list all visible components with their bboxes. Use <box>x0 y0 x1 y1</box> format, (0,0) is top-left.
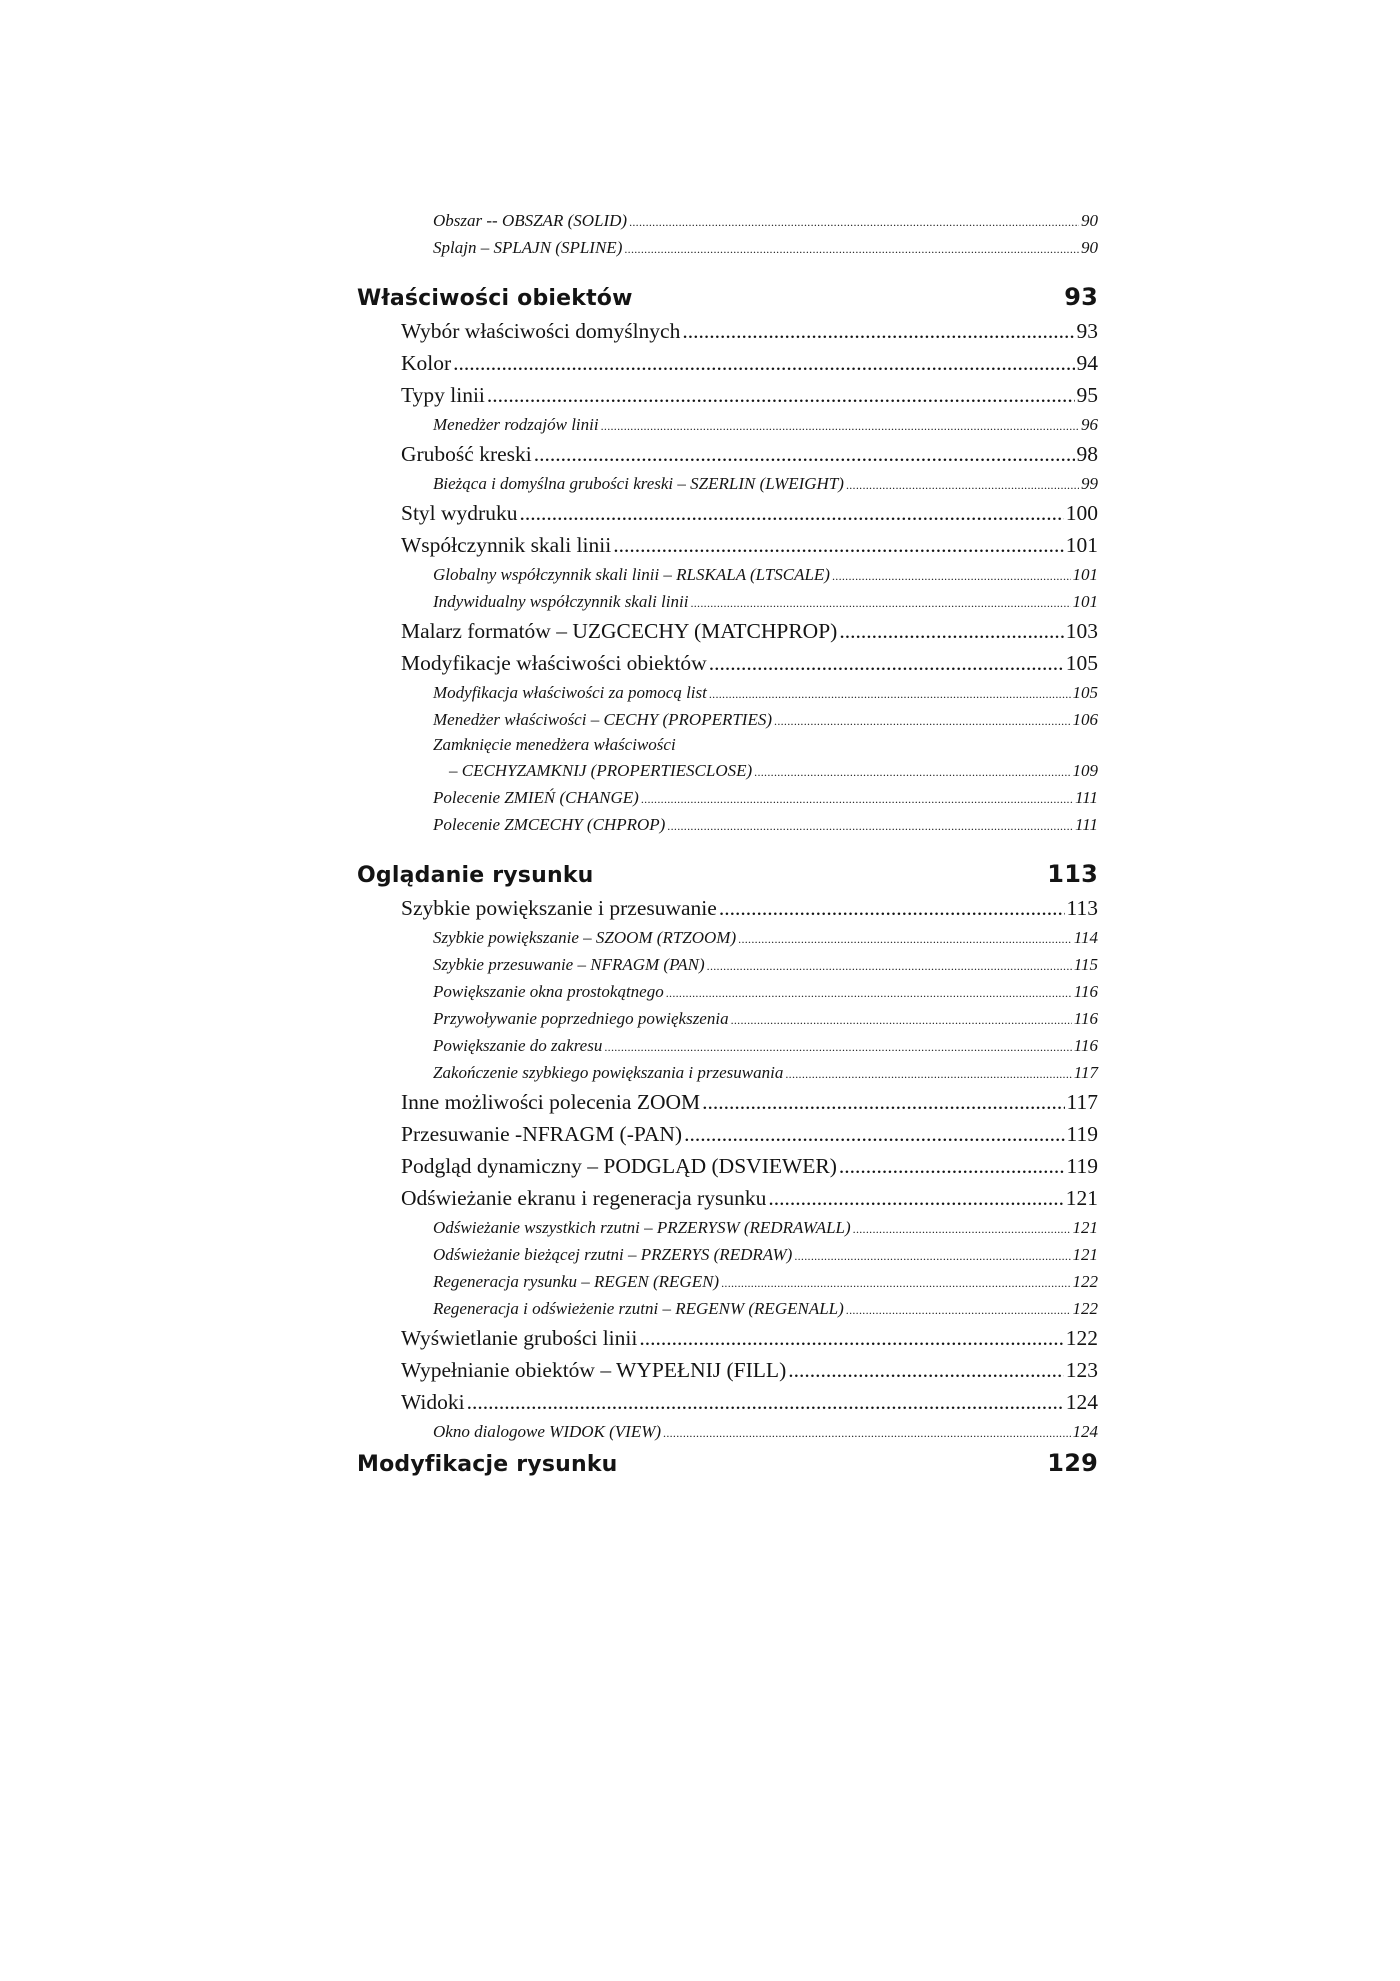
toc-entry <box>357 1150 1098 1182</box>
dot-leader <box>682 315 1074 347</box>
entry-page: 109 <box>1072 761 1098 780</box>
toc-entry <box>357 1295 1098 1322</box>
toc-entry <box>357 470 1098 497</box>
entry-page: 100 <box>1065 501 1098 525</box>
entry-page: 98 <box>1076 442 1098 466</box>
dot-leader <box>639 1322 1063 1354</box>
dot-leader <box>738 924 1072 953</box>
chapter-title: Właściwości obiektów <box>357 286 633 311</box>
entry-title: Zakończenie szybkiego powiększania i przesuwania <box>433 1063 784 1082</box>
dot-leader <box>467 1386 1064 1418</box>
entry-page: 116 <box>1073 982 1098 1001</box>
chapter-page: 129 <box>1047 1449 1098 1477</box>
entry-page: 121 <box>1072 1218 1098 1237</box>
entry-page: 122 <box>1072 1299 1098 1318</box>
entry-page: 119 <box>1066 1154 1098 1178</box>
entry-title: Styl wydruku <box>401 501 518 525</box>
toc-entry <box>357 892 1098 924</box>
chapter-heading <box>357 279 1098 315</box>
dot-leader <box>519 497 1063 529</box>
dot-leader <box>487 379 1075 411</box>
dot-leader <box>629 207 1079 236</box>
entry-title: Regeneracja rysunku – REGEN (REGEN) <box>433 1272 720 1291</box>
entry-page: 111 <box>1075 815 1098 834</box>
table-of-contents <box>357 207 1098 1481</box>
entry-title: Odświeżanie bieżącej rzutni – PRZERYS (REDRAW) <box>433 1245 793 1264</box>
chapter-heading <box>357 856 1098 892</box>
entry-title: Regeneracja i odświeżenie rzutni – REGENW (REGENALL) <box>433 1299 844 1318</box>
entry-title: Polecenie ZMCECHY (CHPROP) <box>433 815 666 834</box>
entry-page: 103 <box>1065 619 1098 643</box>
toc-entry <box>357 411 1098 438</box>
toc-entry <box>357 1354 1098 1386</box>
entry-title: Szybkie przesuwanie – NFRAGM (PAN) <box>433 955 705 974</box>
toc-entry <box>357 647 1098 679</box>
entry-title: Przesuwanie -NFRAGM (-PAN) <box>401 1122 683 1146</box>
dot-leader <box>731 1005 1072 1034</box>
entry-title: Kolor <box>401 351 452 375</box>
entry-title: Współczynnik skali linii <box>401 533 612 557</box>
toc-entry <box>357 1322 1098 1354</box>
entry-page: 116 <box>1073 1009 1098 1028</box>
entry-page: 122 <box>1065 1326 1098 1350</box>
entry-page: 116 <box>1073 1036 1098 1055</box>
entry-title: Odświeżanie wszystkich rzutni – PRZERYSW (REDRAWALL) <box>433 1218 851 1237</box>
entry-title: Bieżąca i domyślna grubości kreski – SZERLIN (LWEIGHT) <box>433 474 844 493</box>
toc-entry <box>357 951 1098 978</box>
dot-leader <box>709 647 1064 679</box>
entry-title: – CECHYZAMKNIJ (PROPERTIESCLOSE) <box>449 761 753 780</box>
dot-leader <box>534 438 1075 470</box>
entry-page: 124 <box>1072 1422 1098 1441</box>
entry-title: Wyświetlanie grubości linii <box>401 1326 638 1350</box>
dot-leader <box>853 1214 1071 1243</box>
entry-page: 106 <box>1072 710 1098 729</box>
entry-title: Wybór właściwości domyślnych <box>401 319 681 343</box>
entry-page: 117 <box>1066 1090 1098 1114</box>
entry-page: 121 <box>1072 1245 1098 1264</box>
dot-leader <box>839 615 1063 647</box>
entry-title: Powiększanie do zakresu <box>433 1036 603 1055</box>
toc-entry <box>357 379 1098 411</box>
entry-page: 90 <box>1081 238 1098 257</box>
dot-leader <box>768 1182 1063 1214</box>
toc-entry-first-line <box>357 733 1098 757</box>
toc-entry <box>357 1118 1098 1150</box>
entry-title: Inne możliwości polecenia ZOOM <box>401 1090 701 1114</box>
toc-entry <box>357 561 1098 588</box>
dot-leader <box>846 1295 1071 1324</box>
toc-entry <box>357 1032 1098 1059</box>
entry-title: Modyfikacje właściwości obiektów <box>401 651 707 675</box>
dot-leader <box>846 470 1079 499</box>
toc-entry <box>357 978 1098 1005</box>
entry-page: 124 <box>1065 1390 1098 1414</box>
entry-page: 101 <box>1065 533 1098 557</box>
entry-page: 99 <box>1081 474 1098 493</box>
dot-leader <box>641 784 1073 813</box>
dot-leader <box>709 679 1071 708</box>
entry-title: Polecenie ZMIEŃ (CHANGE) <box>433 788 639 807</box>
toc-entry <box>357 1005 1098 1032</box>
dot-leader <box>663 1418 1070 1447</box>
dot-leader <box>453 347 1074 379</box>
toc-entry <box>357 438 1098 470</box>
toc-entry <box>357 1182 1098 1214</box>
entry-title: Menedżer właściwości – CECHY (PROPERTIES) <box>433 710 773 729</box>
toc-entry <box>357 1059 1098 1086</box>
chapter-title: Modyfikacje rysunku <box>357 1452 618 1477</box>
entry-page: 105 <box>1065 651 1098 675</box>
toc-entry <box>357 1086 1098 1118</box>
dot-leader <box>839 1150 1065 1182</box>
chapter-title: Oglądanie rysunku <box>357 863 594 888</box>
entry-page: 114 <box>1073 928 1098 947</box>
dot-leader <box>707 951 1072 980</box>
entry-page: 113 <box>1066 896 1098 920</box>
entry-title: Widoki <box>401 1390 465 1414</box>
entry-page: 101 <box>1072 565 1098 584</box>
entry-title: Modyfikacja właściwości za pomocą list <box>433 683 707 702</box>
toc-entry <box>357 811 1098 838</box>
dot-leader <box>832 561 1071 590</box>
entry-page: 96 <box>1081 415 1098 434</box>
entry-page: 105 <box>1072 683 1098 702</box>
entry-title: Malarz formatów – UZGCECHY (MATCHPROP) <box>401 619 838 643</box>
toc-entry <box>357 529 1098 561</box>
entry-title: Wypełnianie obiektów – WYPEŁNIJ (FILL) <box>401 1358 787 1382</box>
entry-page: 122 <box>1072 1272 1098 1291</box>
toc-entry <box>357 315 1098 347</box>
toc-entry <box>357 706 1098 733</box>
toc-entry <box>357 1214 1098 1241</box>
entry-title: Globalny współczynnik skali linii – RLSKALA (LTSCALE) <box>433 565 830 584</box>
entry-page: 123 <box>1065 1358 1098 1382</box>
chapter-page: 93 <box>1064 283 1098 311</box>
entry-title: Typy linii <box>401 383 485 407</box>
entry-page: 119 <box>1066 1122 1098 1146</box>
entry-title: Szybkie powiększanie i przesuwanie <box>401 896 717 920</box>
entry-page: 111 <box>1075 788 1098 807</box>
toc-entry-continuation <box>357 757 1098 784</box>
entry-page: 95 <box>1076 383 1098 407</box>
entry-title: Menedżer rodzajów linii <box>433 415 599 434</box>
toc-entry <box>357 1418 1098 1445</box>
entry-page: 117 <box>1073 1063 1098 1082</box>
dot-leader <box>754 757 1070 786</box>
dot-leader <box>604 1032 1071 1061</box>
entry-title: Okno dialogowe WIDOK (VIEW) <box>433 1422 662 1441</box>
toc-entry <box>357 588 1098 615</box>
toc-entry <box>357 1241 1098 1268</box>
toc-entry <box>357 615 1098 647</box>
entry-page: 121 <box>1065 1186 1098 1210</box>
entry-page: 93 <box>1076 319 1098 343</box>
dot-leader <box>667 811 1073 840</box>
entry-title: Szybkie powiększanie – SZOOM (RTZOOM) <box>433 928 737 947</box>
chapter-page: 113 <box>1047 860 1098 888</box>
dot-leader <box>721 1268 1070 1297</box>
dot-leader <box>684 1118 1064 1150</box>
toc-entry <box>357 784 1098 811</box>
toc-entry <box>357 347 1098 379</box>
entry-title: Splajn – SPLAJN (SPLINE) <box>433 238 623 257</box>
dot-leader <box>624 234 1079 263</box>
dot-leader <box>774 706 1070 735</box>
toc-entry <box>357 207 1098 234</box>
toc-entry <box>357 497 1098 529</box>
dot-leader <box>613 529 1064 561</box>
entry-title: Przywoływanie poprzedniego powiększenia <box>433 1009 729 1028</box>
dot-leader <box>719 892 1065 924</box>
entry-title: Indywidualny współczynnik skali linii <box>433 592 689 611</box>
entry-page: 101 <box>1072 592 1098 611</box>
entry-title: Zamknięcie menedżera właściwości <box>433 735 676 754</box>
entry-page: 115 <box>1073 955 1098 974</box>
dot-leader <box>601 411 1079 440</box>
entry-title: Obszar -- OBSZAR (SOLID) <box>433 211 628 230</box>
entry-page: 90 <box>1081 211 1098 230</box>
toc-entry <box>357 1268 1098 1295</box>
entry-title: Podgląd dynamiczny – PODGLĄD (DSVIEWER) <box>401 1154 837 1178</box>
toc-entry <box>357 924 1098 951</box>
dot-leader <box>690 588 1070 617</box>
dot-leader <box>666 978 1072 1007</box>
dot-leader <box>794 1241 1070 1270</box>
dot-leader <box>788 1354 1064 1386</box>
dot-leader <box>785 1059 1071 1088</box>
toc-entry <box>357 679 1098 706</box>
entry-title: Grubość kreski <box>401 442 532 466</box>
dot-leader <box>702 1086 1064 1118</box>
toc-entry <box>357 1386 1098 1418</box>
chapter-heading <box>357 1445 1098 1481</box>
toc-entry <box>357 234 1098 261</box>
entry-title: Powiększanie okna prostokątnego <box>433 982 664 1001</box>
entry-page: 94 <box>1076 351 1098 375</box>
entry-title: Odświeżanie ekranu i regeneracja rysunku <box>401 1186 767 1210</box>
